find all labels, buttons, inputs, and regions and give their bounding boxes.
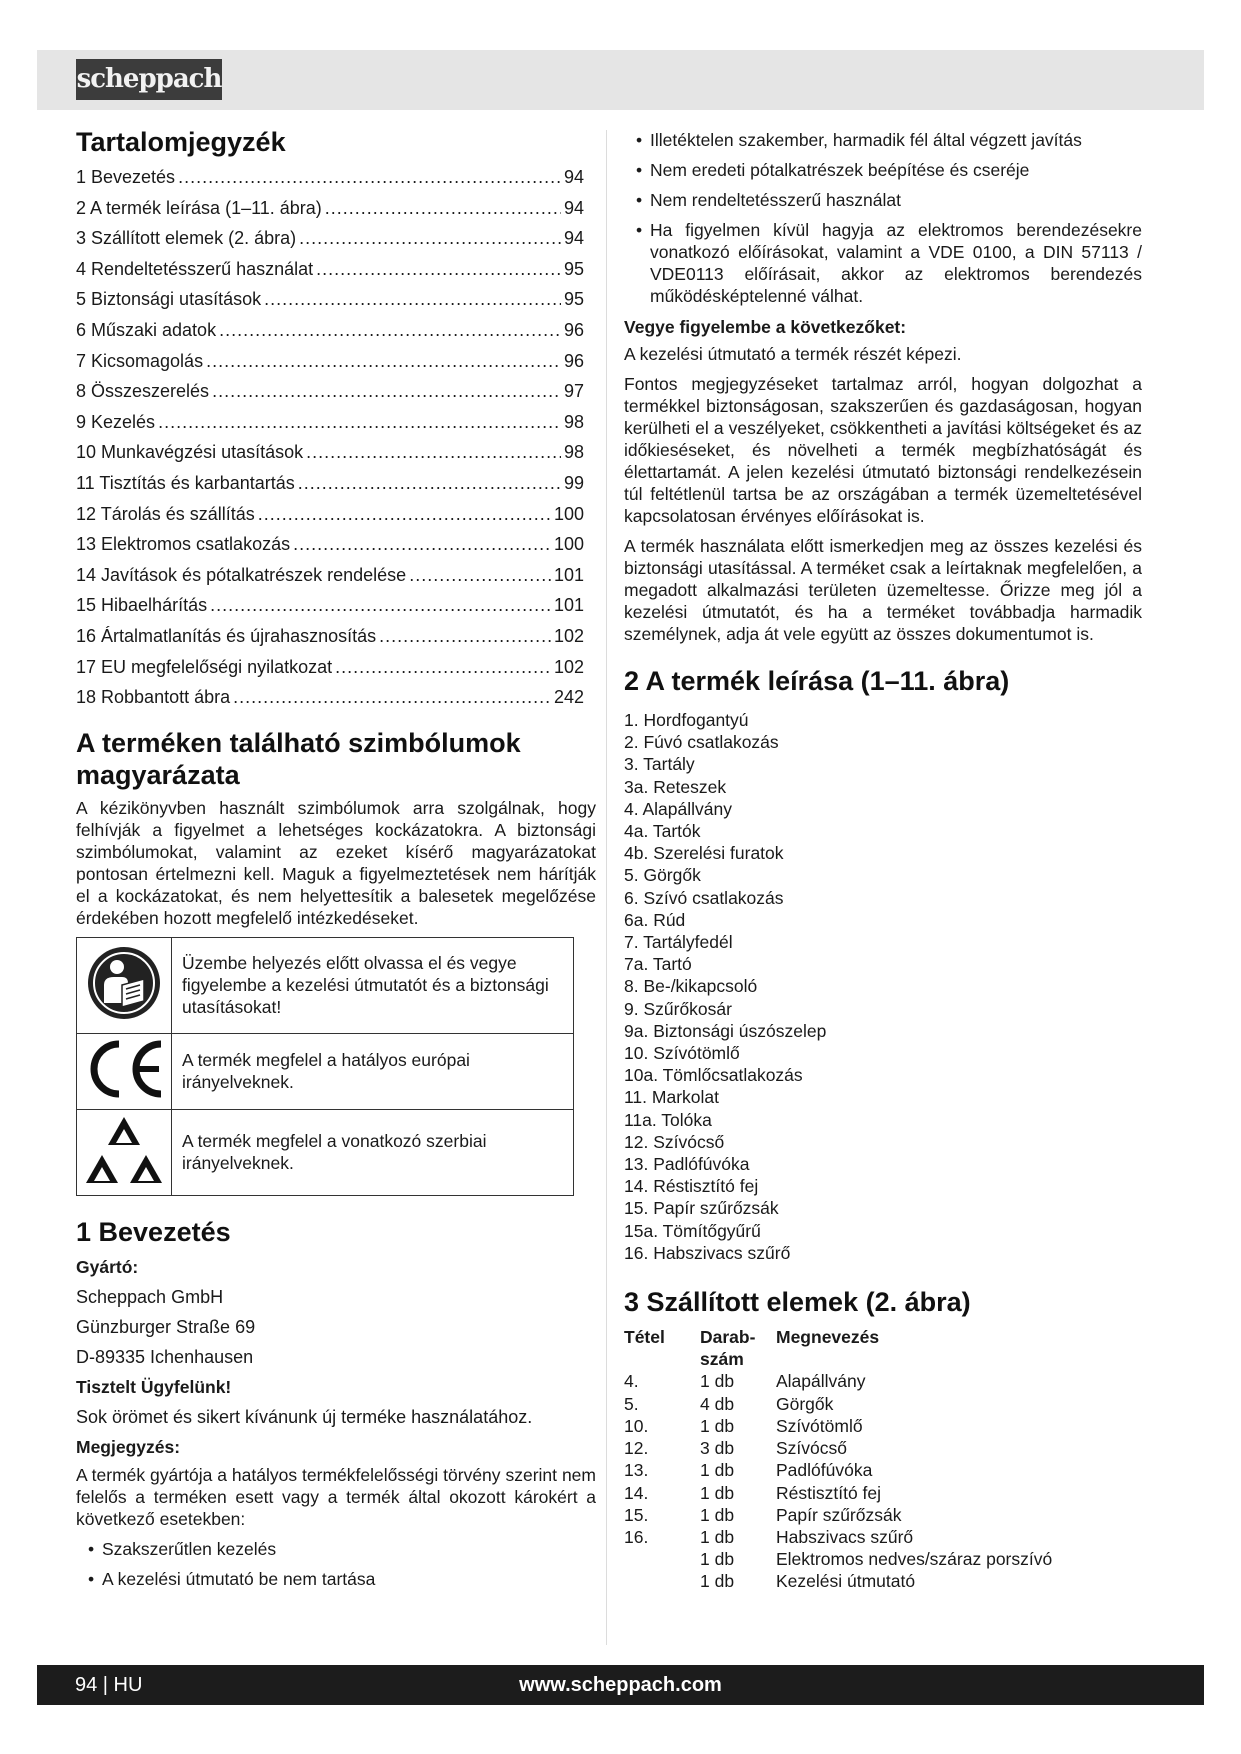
- cell-qty: 1 db: [700, 1571, 735, 1592]
- toc-title: Tartalomjegyzék: [76, 127, 286, 157]
- toc-leader: [335, 652, 551, 683]
- toc-item-page: 99: [563, 472, 584, 493]
- cell-qty: 4 db: [700, 1393, 735, 1414]
- description-title: 2 A termék leírása (1–11. ábra): [624, 666, 1010, 696]
- page-number: 94 | HU: [75, 1674, 143, 1696]
- list-item: 6. Szívó csatlakozás: [624, 887, 784, 908]
- cell-name: Elektromos nedves/száraz porszívó: [776, 1549, 1053, 1570]
- list-item: • Illetéktelen szakember, harmadik fél által végzett javítás: [636, 129, 1142, 151]
- list-item: 7a. Tartó: [624, 954, 692, 975]
- symbol-row: [77, 1109, 574, 1195]
- symbol-text: Üzembe helyezés előtt olvassa el és vegye figyelembe a kezelési útmutatót és a biztonsági utasításokat!: [172, 937, 574, 1033]
- cases-list-left: [76, 1538, 596, 1590]
- toc-item-page: 94: [563, 167, 584, 187]
- observe-paragraph: A kezelési útmutató a termék részét képezi.: [624, 344, 962, 364]
- toc-item: [76, 407, 596, 438]
- table-row: [624, 1504, 1052, 1526]
- cell-name: Szívócső: [776, 1438, 847, 1459]
- note-text: A termék gyártója a hatályos termékfelelősségi törvény szerint nem felelős a terméken esett vagy a termék által okozott károkért a következő esetekben:: [76, 1464, 596, 1529]
- right-column: [624, 129, 1142, 1593]
- cell-name: Szívótömlő: [776, 1415, 863, 1436]
- list-item: 12. Szívócső: [624, 1131, 725, 1152]
- cell-qty: 3 db: [700, 1438, 735, 1459]
- list-item: • Nem eredeti pótalkatrészek beépítése és cseréje: [636, 159, 1142, 181]
- list-item: 14. Réstisztító fej: [624, 1176, 759, 1197]
- cell-item: [624, 1548, 700, 1570]
- list-item: 5. Görgők: [624, 865, 701, 886]
- greeting-text: Sok örömet és sikert kívánunk új terméke használatához.: [76, 1406, 533, 1427]
- cell-name: Padlófúvóka: [776, 1460, 873, 1481]
- toc-leader: [298, 468, 561, 499]
- toc-leader: [379, 621, 551, 652]
- list-item: • Nem rendeltetésszerű használat: [636, 189, 1142, 211]
- toc-item-label: 9 Kezelés: [76, 411, 156, 432]
- table-row: [624, 1459, 1052, 1481]
- manufacturer-line: Günzburger Straße 69: [76, 1316, 256, 1337]
- list-item: • Szakszerűtlen kezelés: [88, 1538, 596, 1560]
- toc-item: [76, 284, 596, 315]
- toc-leader: [206, 346, 561, 377]
- toc-item-page: 100: [553, 534, 584, 555]
- toc-item: [76, 223, 596, 254]
- delivery-table: [624, 1326, 1052, 1592]
- toc-item-label: 1 Bevezetés: [76, 167, 176, 187]
- symbol-row: [77, 1033, 574, 1109]
- toc-item-label: 6 Műszaki adatok: [76, 319, 217, 340]
- toc-item: [76, 468, 596, 499]
- table-header-row: [624, 1326, 1052, 1370]
- list-item: 10. Szívótömlő: [624, 1043, 740, 1064]
- symbols-title: A terméken található szimbólumok magyarázata: [76, 727, 521, 790]
- cell-item: 13.: [624, 1460, 649, 1481]
- toc-item-label: 14 Javítások és pótalkatrészek rendelése: [76, 564, 407, 585]
- scheppach-logo: scheppach: [76, 59, 222, 100]
- list-item: • Ha figyelmen kívül hagyja az elektromos berendezésekre vonatkozó előírásokat, valamint a VDE 0100, a DIN 57113 / VDE0113 előírásait, akkor az elektromos berendezés működésképtelenné válhat.: [636, 219, 1142, 307]
- intro-title: 1 Bevezetés: [76, 1216, 231, 1247]
- toc-leader: [293, 529, 551, 560]
- toc-item-page: 94: [563, 197, 584, 218]
- toc-item: [76, 590, 596, 621]
- list-item: 13. Padlófúvóka: [624, 1154, 750, 1175]
- toc-item-page: 101: [553, 564, 584, 585]
- table-row: [624, 1370, 1052, 1392]
- cell-qty: 1 db: [700, 1371, 735, 1392]
- table-row: [624, 1393, 1052, 1415]
- manufacturer-line: Scheppach GmbH: [76, 1286, 224, 1307]
- toc-item: [76, 437, 596, 468]
- list-item: 4b. Szerelési furatok: [624, 843, 784, 864]
- cell-item: 4.: [624, 1371, 639, 1392]
- observe-paragraph: Fontos megjegyzéseket tartalmaz arról, hogyan dolgozhat a termékkel biztonságosan, szakszerűen és gazdaságosan, hogyan kerülheti el a veszélyeket, csökkentheti a javítási költségeket és az időkieséseket, és növelheti a termék megbízhatóságát és élettartamát. A jelen kezelési útmutató biztonsági rendelkezésein túl feltétlenül tartsa be az országában a termék üzemeltetésével kapcsolatosan érvényes előírásokat is.: [624, 374, 1142, 526]
- list-item: • A kezelési útmutató be nem tartása: [88, 1568, 596, 1590]
- toc-item-page: 94: [563, 228, 584, 249]
- cell-qty: 1 db: [700, 1549, 735, 1570]
- list-item: 3a. Reteszek: [624, 776, 727, 797]
- toc-leader: [219, 315, 561, 346]
- toc-item: [76, 682, 596, 713]
- cell-qty: 1 db: [700, 1460, 735, 1481]
- symbols-intro: A kézikönyvben használt szimbólumok arra szolgálnak, hogy felhívják a figyelmet a lehetséges kockázatokra. A biztonsági szimbólumokat, valamint az ezeket kísérő magyarázatokat pontosan értelmezni kell. Maguk a figyelmeztetések nem hárítják el a kockázatokat, és nem helyettesítik a balesetek megelőzése érdekében hozott megfelelő intézkedéseket.: [76, 797, 596, 928]
- cell-qty: 1 db: [700, 1504, 735, 1525]
- toc-leader: [158, 407, 561, 438]
- left-column: [76, 126, 596, 1598]
- toc-leader: [178, 162, 561, 193]
- toc-item: [76, 346, 596, 377]
- observe-heading: Vegye figyelembe a következőket:: [624, 317, 907, 337]
- toc-item-label: 16 Ártalmatlanítás és újrahasznosítás: [76, 625, 377, 646]
- serbian-conformity-icon: [84, 1113, 164, 1187]
- list-item: 11a. Tolóka: [624, 1109, 712, 1130]
- toc-leader: [264, 284, 561, 315]
- list-item: 2. Fúvó csatlakozás: [624, 732, 779, 753]
- toc-list: [76, 162, 596, 713]
- toc-item-page: 97: [563, 381, 584, 402]
- cell-item: 16.: [624, 1526, 649, 1547]
- list-item: 9a. Biztonsági úszószelep: [624, 1020, 827, 1041]
- toc-item-page: 98: [563, 442, 584, 463]
- list-item: 4a. Tartók: [624, 821, 701, 842]
- toc-item-page: 98: [563, 411, 584, 432]
- delivery-title: 3 Szállított elemek (2. ábra): [624, 1287, 971, 1318]
- column-header-qty: Darab-szám: [700, 1327, 756, 1370]
- greeting-heading: Tisztelt Ügyfelünk!: [76, 1376, 232, 1397]
- toc-leader: [306, 437, 561, 468]
- note-heading: Megjegyzés:: [76, 1436, 181, 1457]
- list-item: 6a. Rúd: [624, 909, 686, 930]
- header-bar: [37, 50, 1204, 110]
- ce-mark-icon: [81, 1038, 167, 1100]
- table-row: [624, 1415, 1052, 1437]
- toc-item: [76, 652, 596, 683]
- description-list: [624, 709, 1142, 1264]
- cell-item: 10.: [624, 1415, 649, 1436]
- cell-qty: 1 db: [700, 1526, 735, 1547]
- table-row: [624, 1526, 1052, 1548]
- observe-paragraph: A termék használata előtt ismerkedjen meg az összes kezelési és biztonsági utasítással. A terméket csak a leírtaknak megfelelően, a megadott alkalmazási területen üzemeltesse. Őrizze meg jól a kezelési útmutatót, és ha a terméket továbbadja harmadik személynek, adja át vele együtt az összes dokumentumot is.: [624, 536, 1142, 644]
- table-row: [624, 1570, 1052, 1592]
- list-item: 10a. Tömlőcsatlakozás: [624, 1065, 803, 1086]
- list-item: 4. Alapállvány: [624, 798, 732, 819]
- toc-item: [76, 499, 596, 530]
- read-manual-icon: [86, 945, 162, 1021]
- list-item: 1. Hordfogantyú: [624, 710, 749, 730]
- list-item: 11. Markolat: [624, 1087, 719, 1108]
- cases-list-right: [624, 129, 1142, 307]
- cell-name: Görgők: [776, 1393, 834, 1414]
- column-header-name: Megnevezés: [776, 1327, 880, 1348]
- toc-item-page: 242: [553, 687, 584, 708]
- cell-item: 12.: [624, 1438, 649, 1459]
- toc-leader: [409, 560, 551, 591]
- cell-name: Papír szűrőzsák: [776, 1504, 902, 1525]
- toc-item-label: 10 Munkavégzési utasítások: [76, 442, 304, 463]
- footer-bar: [37, 1665, 1204, 1705]
- toc-item-label: 3 Szállított elemek (2. ábra): [76, 228, 297, 249]
- toc-leader: [233, 682, 551, 713]
- toc-item-label: 13 Elektromos csatlakozás: [76, 534, 291, 555]
- toc-item-page: 96: [563, 350, 584, 371]
- toc-item-label: 2 A termék leírása (1–11. ábra): [76, 197, 322, 218]
- toc-leader: [299, 223, 561, 254]
- list-item: 15a. Tömítőgyűrű: [624, 1220, 761, 1241]
- toc-item-label: 12 Tárolás és szállítás: [76, 503, 255, 524]
- cell-qty: 1 db: [700, 1415, 735, 1436]
- toc-item-label: 8 Összeszerelés: [76, 381, 210, 402]
- toc-item: [76, 529, 596, 560]
- list-item: 7. Tartályfedél: [624, 932, 733, 953]
- toc-item: [76, 560, 596, 591]
- cell-name: Réstisztító fej: [776, 1482, 882, 1503]
- toc-item-label: 15 Hibaelhárítás: [76, 595, 208, 616]
- toc-item: [76, 621, 596, 652]
- toc-item-page: 102: [553, 625, 584, 646]
- toc-item-page: 95: [563, 289, 584, 310]
- toc-item-label: 17 EU megfelelőségi nyilatkozat: [76, 656, 333, 677]
- cell-name: Alapállvány: [776, 1371, 866, 1392]
- manufacturer-line: D-89335 Ichenhausen: [76, 1346, 254, 1367]
- toc-item-label: 4 Rendeltetésszerű használat: [76, 258, 314, 279]
- toc-item: [76, 162, 596, 193]
- list-item: 9. Szűrőkosár: [624, 998, 732, 1019]
- column-header-item: Tétel: [624, 1327, 665, 1348]
- table-row: [624, 1437, 1052, 1459]
- toc-item-page: 96: [563, 319, 584, 340]
- list-item: 16. Habszivacs szűrő: [624, 1242, 791, 1263]
- toc-item-label: 18 Robbantott ábra: [76, 687, 231, 708]
- website-link: www.scheppach.com: [519, 1674, 722, 1696]
- toc-item-label: 7 Kicsomagolás: [76, 350, 204, 371]
- table-row: [624, 1548, 1052, 1570]
- toc-leader: [258, 499, 551, 530]
- toc-item-label: 5 Biztonsági utasítások: [76, 289, 262, 310]
- symbols-table: [76, 937, 574, 1196]
- toc-item-page: 95: [563, 258, 584, 279]
- table-row: [624, 1482, 1052, 1504]
- toc-item: [76, 315, 596, 346]
- column-divider: [606, 130, 607, 1645]
- toc-item-page: 100: [553, 503, 584, 524]
- symbol-row: [77, 937, 574, 1033]
- toc-leader: [325, 193, 561, 224]
- toc-leader: [210, 590, 551, 621]
- list-item: 3. Tartály: [624, 754, 695, 775]
- cell-item: 14.: [624, 1482, 649, 1503]
- manufacturer-heading: Gyártó:: [76, 1256, 139, 1277]
- cell-item: 5.: [624, 1393, 639, 1414]
- symbol-text: A termék megfelel a hatályos európai irányelveknek.: [172, 1033, 574, 1109]
- cell-name: Habszivacs szűrő: [776, 1526, 914, 1547]
- toc-item-page: 102: [553, 656, 584, 677]
- list-item: 15. Papír szűrőzsák: [624, 1198, 779, 1219]
- toc-item-page: 101: [553, 595, 584, 616]
- symbol-text: A termék megfelel a vonatkozó szerbiai irányelveknek.: [172, 1109, 574, 1195]
- toc-item: [76, 193, 596, 224]
- toc-item: [76, 376, 596, 407]
- toc-leader: [212, 376, 561, 407]
- toc-item: [76, 254, 596, 285]
- cell-item: [624, 1570, 700, 1592]
- list-item: 8. Be-/kikapcsoló: [624, 976, 758, 997]
- toc-item-label: 11 Tisztítás és karbantartás: [76, 472, 295, 493]
- cell-item: 15.: [624, 1504, 649, 1525]
- toc-leader: [316, 254, 561, 285]
- cell-name: Kezelési útmutató: [776, 1571, 916, 1592]
- cell-qty: 1 db: [700, 1482, 735, 1503]
